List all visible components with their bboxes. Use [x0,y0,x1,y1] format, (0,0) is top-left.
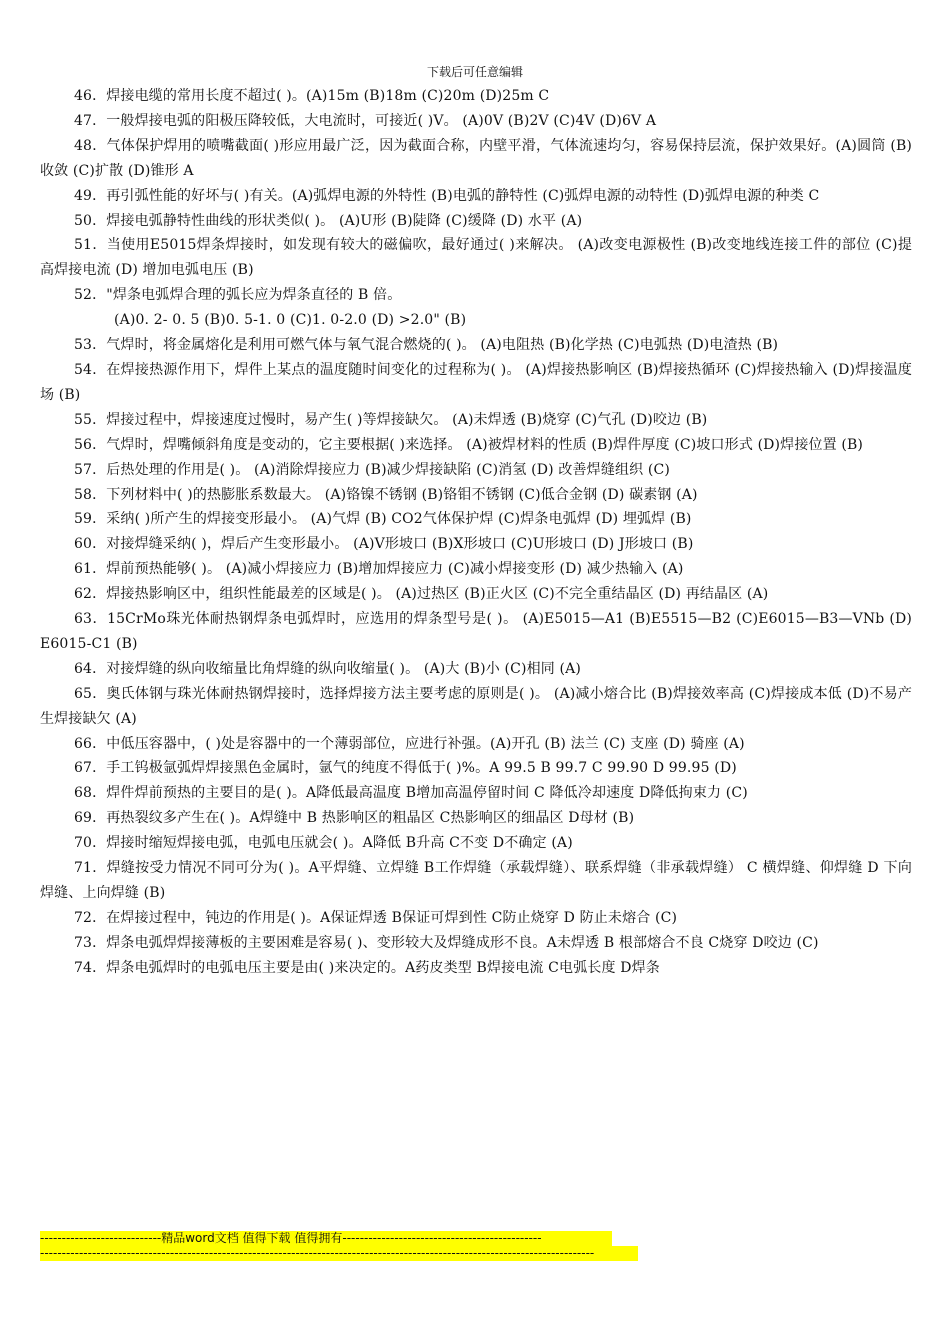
question-66: 66．中低压容器中，( )处是容器中的一个薄弱部位，应进行补强。(A)开孔 (B) 法兰 (C) 支座 (D) 骑座 (A) [74,735,745,752]
question-48: 48．气体保护焊用的喷嘴截面( )形应用最广泛，因为截面合称，内壁平滑，气体流速均匀，容易保持层流，保护效果好。(A)圆筒 (B)收敛 (C)扩散 (D)锥形 A [40,137,912,179]
question-52-options: (A)0. 2- 0. 5 (B)0. 5-1. 0 (C)1. 0-2.0 (D) >2.0" (B) [114,312,467,329]
question-54: 54．在焊接热源作用下，焊件上某点的温度随时间变化的过程称为( )。 (A)焊接热影响区 (B)焊接热循环 (C)焊接热输入 (D)焊接温度场 (B) [40,361,912,403]
question-73: 73．焊条电弧焊焊接薄板的主要困难是容易( )、变形较大及焊缝成形不良。A未焊透 B 根部熔合不良 C烧穿 D咬边 (C) [74,934,819,951]
question-61: 61．焊前预热能够( )。 (A)减小焊接应力 (B)增加焊接应力 (C)减小焊接变形 (D) 减少热输入 (A) [74,561,684,578]
question-67: 67．手工钨极氩弧焊焊接黑色金属时，氩气的纯度不得低于( )%。A 99.5 B 99.7 C 99.90 D 99.95 (D) [74,760,737,777]
question-49: 49．再引弧性能的好坏与( )有关。(A)弧焊电源的外特性 (B)电弧的静特性 (C)弧焊电源的动特性 (D)弧焊电源的种类 C [74,187,820,204]
question-59: 59．采纳( )所产生的焊接变形最小。 (A)气焊 (B) CO2气体保护焊 (C)焊条电弧焊 (D) 埋弧焊 (B) [74,511,692,528]
question-50: 50．焊接电弧静特性曲线的形状类似( )。 (A)U形 (B)陡降 (C)缓降 (D) 水平 (A) [74,212,583,229]
footer-divider: -------------------------------------------------------------------------------------------------------------------------------- [40,1246,638,1261]
question-47: 47．一般焊接电弧的阳极压降较低，大电流时，可接近( )V。 (A)0V (B)2V (C)4V (D)6V A [74,112,657,129]
question-62: 62．焊接热影响区中，组织性能最差的区域是( )。 (A)过热区 (B)正火区 (C)不完全重结晶区 (D) 再结晶区 (A) [74,586,769,603]
question-65: 65．奥氏体钢与珠光体耐热钢焊接时，选择焊接方法主要考虑的原则是( )。 (A)减小熔合比 (B)焊接效率高 (C)焊接成本低 (D)不易产生焊接缺欠 (A) [40,685,912,727]
question-68: 68．焊件焊前预热的主要目的是( )。A降低最高温度 B增加高温停留时间 C 降低冷却速度 D降低拘束力 (C) [74,785,748,802]
page-footer [40,1231,638,1261]
question-72: 72．在焊接过程中，钝边的作用是( )。A保证焊透 B保证可焊到性 C防止烧穿 D 防止未熔合 (C) [74,909,678,926]
footer-banner: ----------------------------精品word文档 值得下载 值得拥有---------------------------------------------- [40,1231,612,1246]
question-63: 63．15CrMo珠光体耐热钢焊条电弧焊时，应选用的焊条型号是( )。 (A)E5015—A1 (B)E5515—B2 (C)E6015—B3—VNb (D) E6015-C1 (B) [40,611,912,652]
question-64: 64．对接焊缝的纵向收缩量比角焊缝的纵向收缩量( )。 (A)大 (B)小 (C)相同 (A) [74,660,581,677]
question-70: 70．焊接时缩短焊接电弧，电弧电压就会( )。A降低 B升高 C不变 D不确定 (A) [74,835,573,852]
question-71: 71．焊缝按受力情况不同可分为( )。A平焊缝、立焊缝 B工作焊缝（承载焊缝）、联系焊缝（非承载焊缝） C 横焊缝、仰焊缝 D 下向焊缝、上向焊缝 (B) [40,860,912,901]
question-55: 55．焊接过程中，焊接速度过慢时，易产生( )等焊接缺欠。 (A)未焊透 (B)烧穿 (C)气孔 (D)咬边 (B) [74,411,708,428]
question-57: 57．后热处理的作用是( )。 (A)消除焊接应力 (B)减少焊接缺陷 (C)消氢 (D) 改善焊缝组织 (C) [74,461,670,478]
question-46: 46．焊接电缆的常用长度不超过( )。(A)15m (B)18m (C)20m (D)25m C [74,88,550,104]
question-60: 60．对接焊缝采纳( )，焊后产生变形最小。 (A)V形坡口 (B)X形坡口 (C)U形坡口 (D) J形坡口 (B) [74,536,694,553]
page-header: 下载后可任意编辑 [426,65,523,79]
question-52: 52．"焊条电弧焊合理的弧长应为焊条直径的 B 倍。 [74,287,402,304]
question-list [40,84,912,981]
question-56: 56．气焊时，焊嘴倾斜角度是变动的，它主要根据( )来选择。 (A)被焊材料的性质 (B)焊件厚度 (C)坡口形式 (D)焊接位置 (B) [74,436,864,453]
question-51: 51．当使用E5015焊条焊接时，如发现有较大的磁偏吹，最好通过( )来解决。 (A)改变电源极性 (B)改变地线连接工件的部位 (C)提高焊接电流 (D) 增加电弧电压 (B) [40,237,912,279]
question-74: 74．焊条电弧焊时的电弧电压主要是由( )来决定的。A药皮类型 B焊接电流 C电弧长度 D焊条 [74,959,660,976]
question-58: 58．下列材料中( )的热膨胀系数最大。 (A)铬镍不锈钢 (B)铬钼不锈钢 (C)低合金钢 (D) 碳素钢 (A) [74,486,698,503]
question-69: 69．再热裂纹多产生在( )。A焊缝中 B 热影响区的粗晶区 C热影响区的细晶区 D母材 (B) [74,810,635,827]
question-53: 53．气焊时，将金属熔化是利用可燃气体与氧气混合燃烧的( )。 (A)电阻热 (B)化学热 (C)电弧热 (D)电渣热 (B) [74,337,779,354]
